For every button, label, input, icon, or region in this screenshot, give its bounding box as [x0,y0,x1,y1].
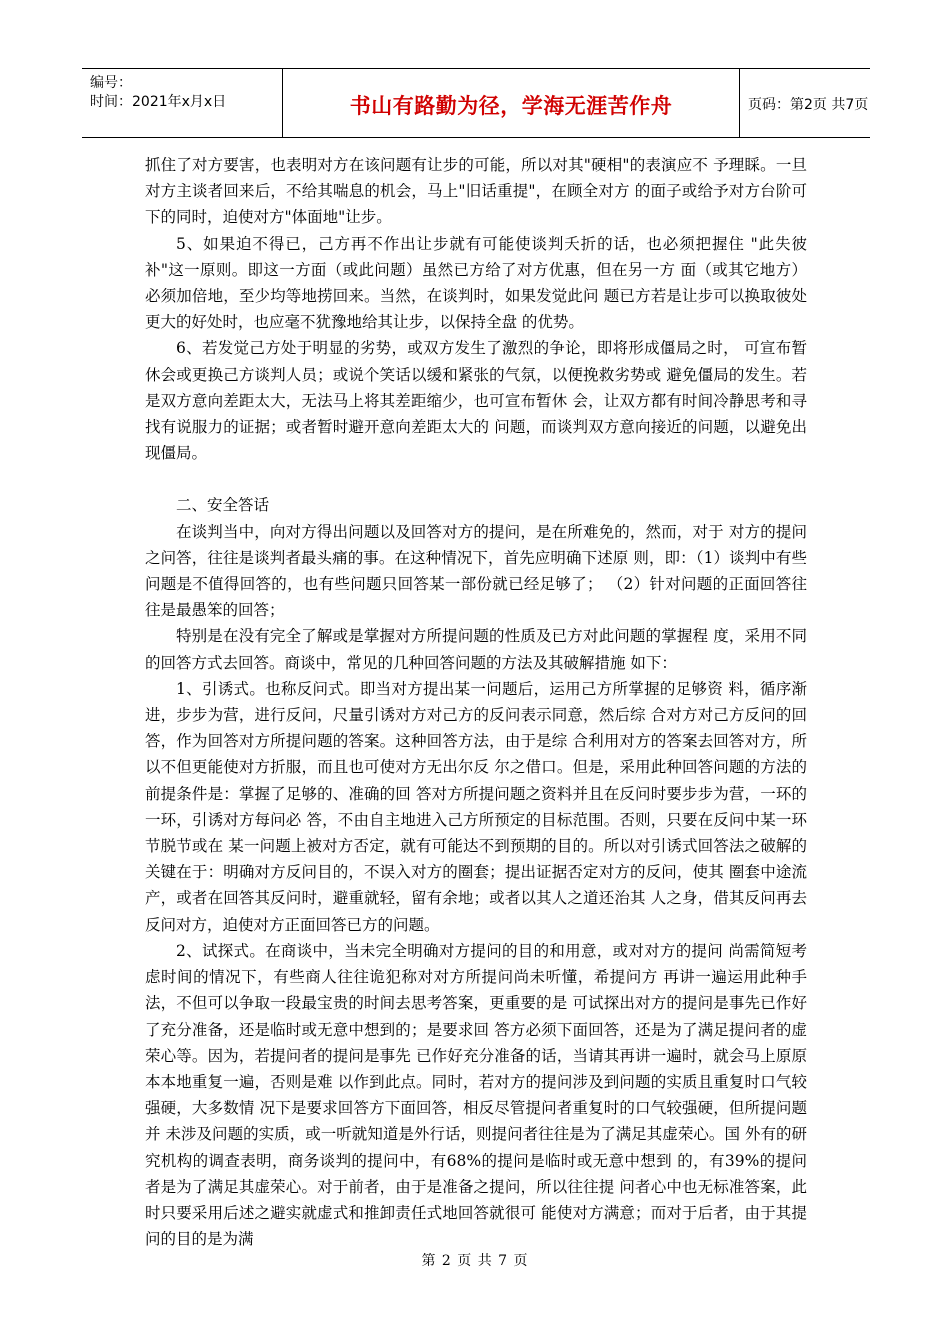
document-body [145,152,807,1252]
body-paragraph: 特别是在没有完全了解或是掌握对方所提问题的性质及已方对此问题的掌握程 度，采用不同的回答方式去回答。商谈中，常见的几种回答问题的方法及其破解措施 如下： [145,627,807,672]
header-motto-cell [282,69,740,137]
body-paragraph: 抓住了对方要害，也表明对方在该问题有让步的可能，所以对其"硬相"的表演应不 予理睬。一旦对方主谈者回来后，不给其喘息的机会，马上"旧话重提"，在顾全对方 的面子或给予对方台阶可下的同时，迫使对方"体面地"让步。 [145,156,807,227]
body-paragraph: 2、试探式。在商谈中，当未完全明确对方提问的目的和用意，或对对方的提问 尚需简短考虑时间的情况下，有些商人往往诡犯称对对方所提问尚未听懂，希提问方 再讲一遍运用此种手法，不但可以争取一段最宝贵的时间去思考答案，更重要的是 可试探出对方的提问是事先已作好了充分准备，还是临时或无意中想到的；是要求回 答方必须下面回答，还是为了满足提问者的虚荣心等。因为，若提问者的提问是事先 已作好充分准备的话，当请其再讲一遍时，就会马上原原本本地重复一遍，否则是难 以作到此点。同时，若对方的提问涉及到问题的实质且重复时口气较强硬，大多数情 况下是要求回答方下面回答，相反尽管提问者重复时的口气较强硬，但所提问题并 未涉及问题的实质，或一听就知道是外行话，则提问者往往是为了满足其虚荣心。国 外有的研究机构的调查表明，商务谈判的提问中，有68%的提问是临时或无意中想到 的，有39%的提问者是为了满足其虚荣心。对于前者，由于是准备之提问，所以往往提 问者心中也无标准答案，此时只要采用后述之避实就虚式和推卸责任式地回答就很可 能使对方满意；而对于后者，由于其提问的目的是为满 [145,941,807,1249]
header-motto: 书山有路勤为径，学海无涯苦作舟 [349,94,673,118]
header-page-info-cell [740,69,870,137]
body-paragraph: 5、如果迫不得已，己方再不作出让步就有可能使谈判夭折的话，也必须把握住 "此失彼补"这一原则。即这一方面（或此问题）虽然已方给了对方优惠，但在另一方 面（或其它地方）必须加倍地，至少均等地捞回来。当然，在谈判时，如果发觉此问 题已方若是让步可以换取彼处更大的好处时，也应毫不犹豫地给其让步，以保持全盘 的优势。 [145,234,807,332]
document-date-label: 时间：2021年x月x日 [90,94,227,110]
header-page-info: 页码：第2页 共7页 [748,97,869,113]
document-number-label: 编号： [90,75,132,91]
body-paragraph: 6、若发觉己方处于明显的劣势，或双方发生了激烈的争论，即将形成僵局之时， 可宣布暂休会或更换己方谈判人员；或说个笑话以缓和紧张的气氛，以便挽救劣势或 避免僵局的发生。若是双方意向差距太大，无法马上将其差距缩少，也可宣布暂休 会，让双方都有时间冷静思考和寻找有说服力的证据；或者暂时避开意向差距太大的 问题，而谈判双方意向接近的问题，以避免出现僵局。 [145,339,807,463]
body-paragraph: 1、引诱式。也称反问式。即当对方提出某一问题后，运用己方所掌握的足够资 料，循序渐进，步步为营，进行反问，尺量引诱对方对己方的反问表示同意，然后综 合对方对己方反问的回答，作为回答对方所提问题的答案。这种回答方法，由于是综 合利用对方的答案去回答对方，所以不但更能使对方折服，而且也可使对方无出尔反 尔之借口。但是，采用此种回答问题的方法的前提条件是：掌握了足够的、准确的回 答对方所提问题之资料并且在反问时要步步为营，一环的一环，引诱对方每问必 答，不由自主地进入己方所预定的目标范围。否则，只要在反问中某一环节脱节或在 某一问题上被对方否定，就有可能达不到预期的目的。所以对引诱式回答法之破解的 关键在于：明确对方反问目的，不误入对方的圈套；提出证据否定对方的反问，使其 圈套中途流产，或者在回答其反问时，避重就轻，留有余地；或者以其人之道还治其 人之身，借其反问再去反问对方，迫使对方正面回答已方的问题。 [145,679,807,934]
section-heading: 二、安全答话 [176,496,270,515]
header-meta [82,69,282,137]
page-footer: 第 2 页 共 7 页 [421,1253,529,1269]
page-header [82,68,870,138]
body-paragraph: 在谈判当中，向对方得出问题以及回答对方的提问，是在所难免的，然而，对于 对方的提问之问答，往往是谈判者最头痛的事。在这种情况下，首先应明确下述原 则，即：（1）谈判中有些问题是不值得回答的，也有些问题只回答某一部份就已经足够了； （2）针对问题的正面回答往往是最愚笨的回答； [145,522,807,620]
